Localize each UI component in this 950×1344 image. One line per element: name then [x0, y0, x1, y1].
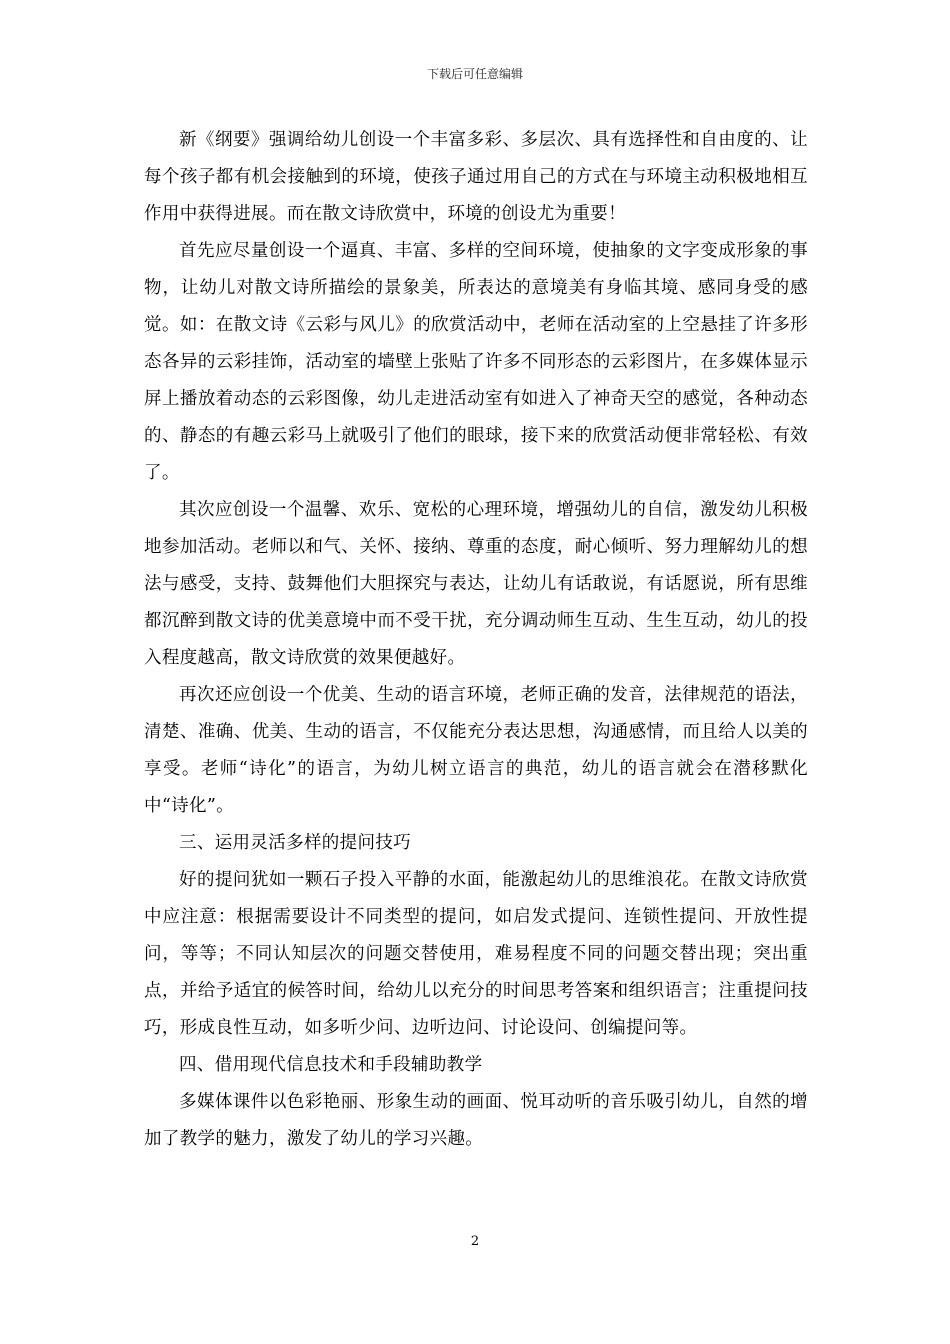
paragraph-language-environment: 再次还应创设一个优美、生动的语言环境，老师正确的发音，法律规范的语法，清楚、准确、优美、生动的语言，不仅能充分表达思想，沟通感情，而且给人以美的享受。老师“诗化”的语言，为幼儿树立语言的典范，幼儿的语言就会在潜移默化中“诗化”。	[144, 685, 808, 816]
paragraph-psychological-environment: 其次应创设一个温馨、欢乐、宽松的心理环境，增强幼儿的自信，激发幼儿积极地参加活动。老师以和气、关怀、接纳、尊重的态度，耐心倾听、努力理解幼儿的想法与感受，支持、鼓舞他们大胆探究与表达，让幼儿有话敢说，有话愿说，所有思维都沉醉到散文诗的优美意境中而不受干扰，充分调动师生互动、生生互动，幼儿的投入程度越高，散文诗欣赏的效果便越好。	[144, 500, 808, 668]
paragraph-space-environment: 首先应尽量创设一个逼真、丰富、多样的空间环境，使抽象的文字变成形象的事物，让幼儿对散文诗所描绘的景象美，所表达的意境美有身临其境、感同身受的感觉。如：在散文诗《云彩与风儿》的欣赏活动中，老师在活动室的上空悬挂了许多形态各异的云彩挂饰，活动室的墙壁上张贴了许多不同形态的云彩图片，在多媒体显示屏上播放着动态的云彩图像，幼儿走进活动室有如进入了神奇天空的感觉，各种动态的、静态的有趣云彩马上就吸引了他们的眼球，接下来的欣赏活动便非常轻松、有效了。	[144, 241, 808, 483]
page-number: 2	[470, 1234, 480, 1249]
paragraph-questioning: 好的提问犹如一颗石子投入平静的水面，能激起幼儿的思维浪花。在散文诗欣赏中应注意：根据需要设计不同类型的提问，如启发式提问、连锁性提问、开放性提问，等等；不同认知层次的问题交替使用，难易程度不同的问题交替出现；突出重点，并给予适宜的候答时间，给幼儿以充分的时间思考答案和组织语言；注重提问技巧，形成良性互动，如多听少问、边听边问、讨论设问、创编提问等。	[144, 870, 808, 1038]
paragraph-multimedia: 多媒体课件以色彩艳丽、形象生动的画面、悦耳动听的音乐吸引幼儿，自然的增加了教学的魅力，激发了幼儿的学习兴趣。	[144, 1092, 808, 1149]
document-body	[144, 122, 808, 1158]
section-heading-questioning: 三、运用灵活多样的提问技巧	[179, 833, 412, 853]
section-heading-technology: 四、借用现代信息技术和手段辅助教学	[179, 1055, 483, 1075]
paragraph-environment-intro: 新《纲要》强调给幼儿创设一个丰富多彩、多层次、具有选择性和自由度的、让每个孩子都有机会接触到的环境，使孩子通过用自己的方式在与环境主动积极地相互作用中获得进展。而在散文诗欣赏中，环境的创设尤为重要！	[144, 130, 808, 224]
page-header: 下载后可任意编辑	[426, 67, 523, 81]
